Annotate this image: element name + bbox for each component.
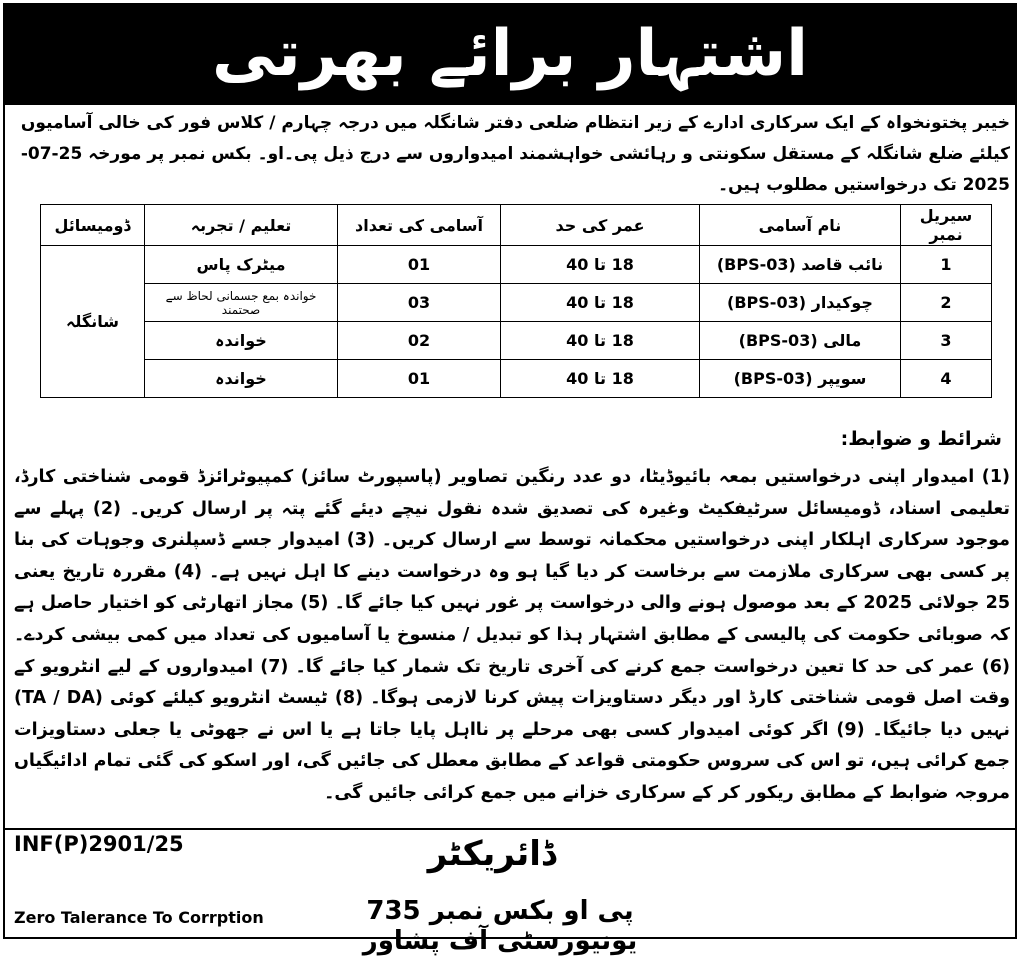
advertisement-title: اشتہار برائے بھرتی xyxy=(3,3,1017,105)
header-count: آسامی کی تعداد xyxy=(338,205,501,246)
conditions-paragraph: (1) امیدوار اپنی درخواستیں بمعہ بائیوڈیٹا، دو عدد رنگین تصاویر (پاسپورٹ سائز) کمپیوٹرائزڈ قومی شناختی کارڈ، تعلیمی اسناد، ڈومیسائل سرٹیفکیٹ وغیرہ کی تصدیق شدہ نقول نیچے دیئے گئے پتہ پر ارسال کریں۔ (2) پہلے سے موجود سرکاری اہلکار اپنی درخواستیں محکمانہ توسط سے ارسال کریں۔ (3) امیدوار جسے ڈسپلنری وجوہات کی بنا پر کسی بھی سرکاری ملازمت سے برخاست کر دیا گیا ہو وہ درخواست دینے کا اہل نہیں ہے۔ (4) مقررہ تاریخ یعنی 25 جولائی 2025 کے بعد موصول ہونے والی درخواست پر غور نہیں کیا جائے گا۔ (5) مجاز اتھارٹی کو اختیار حاصل ہے کہ صوبائی حکومت کی پالیسی کے مطابق اشتہار ہذا کو تبدیل / منسوخ یا آسامیوں کی تعداد میں کمی بیشی کردے۔ (6) عمر کی حد کا تعین درخواست جمع کرنے کی آخری تاریخ تک شمار کیا جائے گا۔ (7) امیدواروں کے لیے انٹرویو کے وقت اصل قومی شناختی کارڈ اور دیگر دستاویزات پیش کرنا لازمی ہوگا۔ (8) ٹیسٹ انٹرویو کیلئے کوئی (TA / DA) نہیں دیا جائیگا۔ (9) اگر کوئی امیدوار کسی بھی مرحلے پر نااہل پایا جاتا ہے یا اس نے جھوٹی یا جعلی دستاویزات جمع کرائی ہیں، تو اس کی سروس حکومتی قواعد کے مطابق معطل کی جائیں گی، اور اسکو کی گئی تمام ادائیگیاں مروجہ ضوابط کے مطابق ریکور کر کے سرکاری خزانے میں جمع کرائی جائیں گی۔ xyxy=(14,467,1011,803)
header-age: عمر کی حد xyxy=(501,205,700,246)
cell-education: خواندہ xyxy=(145,322,338,360)
conditions-heading: شرائط و ضوابط: xyxy=(840,428,1002,450)
table-row xyxy=(41,322,992,360)
header-post: نام آسامی xyxy=(700,205,901,246)
cell-domicile: شانگلہ xyxy=(41,246,145,398)
cell-age: 18 تا 40 xyxy=(501,360,700,398)
header-serial: سیریل نمبر xyxy=(901,205,992,246)
cell-serial: 1 xyxy=(901,246,992,284)
director-signature-title: ڈائریکٹر xyxy=(427,834,556,874)
cell-age: 18 تا 40 xyxy=(501,284,700,322)
cell-post: نائب قاصد (BPS-03) xyxy=(700,246,901,284)
header-education: تعلیم / تجربہ xyxy=(145,205,338,246)
cell-count: 01 xyxy=(338,360,501,398)
header-domicile: ڈومیسائل xyxy=(41,205,145,246)
cell-post: سویپر (BPS-03) xyxy=(700,360,901,398)
inf-number: INF(P)2901/25 xyxy=(14,832,184,856)
cell-age: 18 تا 40 xyxy=(501,322,700,360)
table-row xyxy=(41,246,992,284)
slogan-text: Zero Talerance To Corrption xyxy=(14,908,264,927)
cell-education: خواندہ بمع جسمانی لحاظ سے صحتمند xyxy=(145,284,338,322)
cell-education: خواندہ xyxy=(145,360,338,398)
posts-table xyxy=(40,204,992,398)
postal-address: پی او بکس نمبر 735 یونیورسٹی آف پشاور xyxy=(362,896,638,956)
cell-count: 01 xyxy=(338,246,501,284)
table-header-row xyxy=(41,205,992,246)
table-row xyxy=(41,360,992,398)
cell-count: 02 xyxy=(338,322,501,360)
cell-age: 18 تا 40 xyxy=(501,246,700,284)
cell-serial: 4 xyxy=(901,360,992,398)
cell-count: 03 xyxy=(338,284,501,322)
cell-education: میٹرک پاس xyxy=(145,246,338,284)
cell-post: مالی (BPS-03) xyxy=(700,322,901,360)
table-row xyxy=(41,284,992,322)
footer-divider xyxy=(3,828,1017,830)
intro-paragraph: خیبر پختونخواہ کے ایک سرکاری ادارے کے زیر انتظام ضلعی دفتر شانگلہ میں درجہ چہارم / کلاس فور کی خالی آسامیوں کیلئے ضلع شانگلہ کے مستقل سکونتی و رہائشی خواہشمند امیدواروں سے درج ذیل پی۔او۔ بکس نمبر پر مورخہ 25-07-2025 تک درخواستیں مطلوب ہیں۔ xyxy=(20,113,1010,195)
cell-serial: 2 xyxy=(901,284,992,322)
cell-post: چوکیدار (BPS-03) xyxy=(700,284,901,322)
cell-serial: 3 xyxy=(901,322,992,360)
